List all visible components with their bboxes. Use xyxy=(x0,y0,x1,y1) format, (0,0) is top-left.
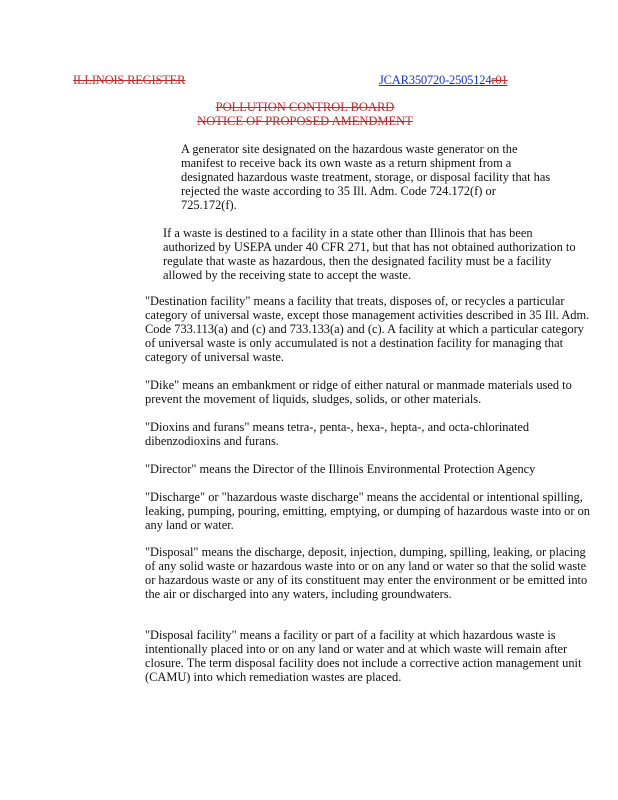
definition-discharge: "Discharge" or "hazardous waste discharge" means the accidental or intentional spilling, leaking, pumping, pouring, emitting, emptying, or dumping of hazardous waste into or on any land or water. xyxy=(145,490,590,532)
definition-director: "Director" means the Director of the Illinois Environmental Protection Agency xyxy=(145,462,536,476)
definition-disposal-facility: "Disposal facility" means a facility or part of a facility at which hazardous waste is intentionally placed into or on any land or water and at which waste will remain after closure. The term disposal facility does not include a corrective action management unit (CAMU) into which remediation wastes are placed. xyxy=(145,628,582,684)
definition-dioxins-furans: "Dioxins and furans" means tetra-, penta-, hexa-, hepta-, and octa-chlorinated dibenzodioxins and furans. xyxy=(145,420,530,448)
header-document-id-suffix: r01 xyxy=(491,73,508,87)
definition-destination-facility: "Destination facility" means a facility that treats, disposes of, or recycles a particular category of universal waste, except those management activities described in 35 Ill. Adm. Code 733.113(a) and (c) and 733.133(a) and (c). A facility at which a particular category of universal waste is only accumulated is not a destination facility for managing that category of universal waste. xyxy=(145,294,590,364)
definition-disposal: "Disposal" means the discharge, deposit, injection, dumping, spilling, leaking, or placing of any solid waste or hazardous waste into or on any land or water so that the solid waste or hazardous waste or any of its constituent may enter the environment or be emitted into the air or discharged into any waters, including groundwaters. xyxy=(145,545,588,601)
header-register-name: ILLINOIS REGISTER xyxy=(73,73,186,87)
title-board: POLLUTION CONTROL BOARD xyxy=(215,100,395,114)
definition-dike: "Dike" means an embankment or ridge of either natural or manmade materials used to prevent the movement of liquids, sludges, solids, or other materials. xyxy=(145,378,572,406)
header-document-id-main: JCAR350720-2505124 xyxy=(379,73,492,87)
paragraph-generator-site: A generator site designated on the hazardous waste generator on the manifest to receive back its own waste as a return shipment from a designated hazardous waste treatment, storage, or disposal facility that has rejected the waste according to 35 Ill. Adm. Code 724.172(f) or 725.172(f). xyxy=(181,142,551,212)
title-notice: NOTICE OF PROPOSED AMENDMENT xyxy=(197,114,413,128)
header-document-id xyxy=(379,73,507,88)
paragraph-other-state-facility: If a waste is destined to a facility in a state other than Illinois that has been authorized by USEPA under 40 CFR 271, but that has not obtained authorization to regulate that waste as hazardous, then the designated facility must be a facility allowed by the receiving state to accept the waste. xyxy=(163,226,576,282)
